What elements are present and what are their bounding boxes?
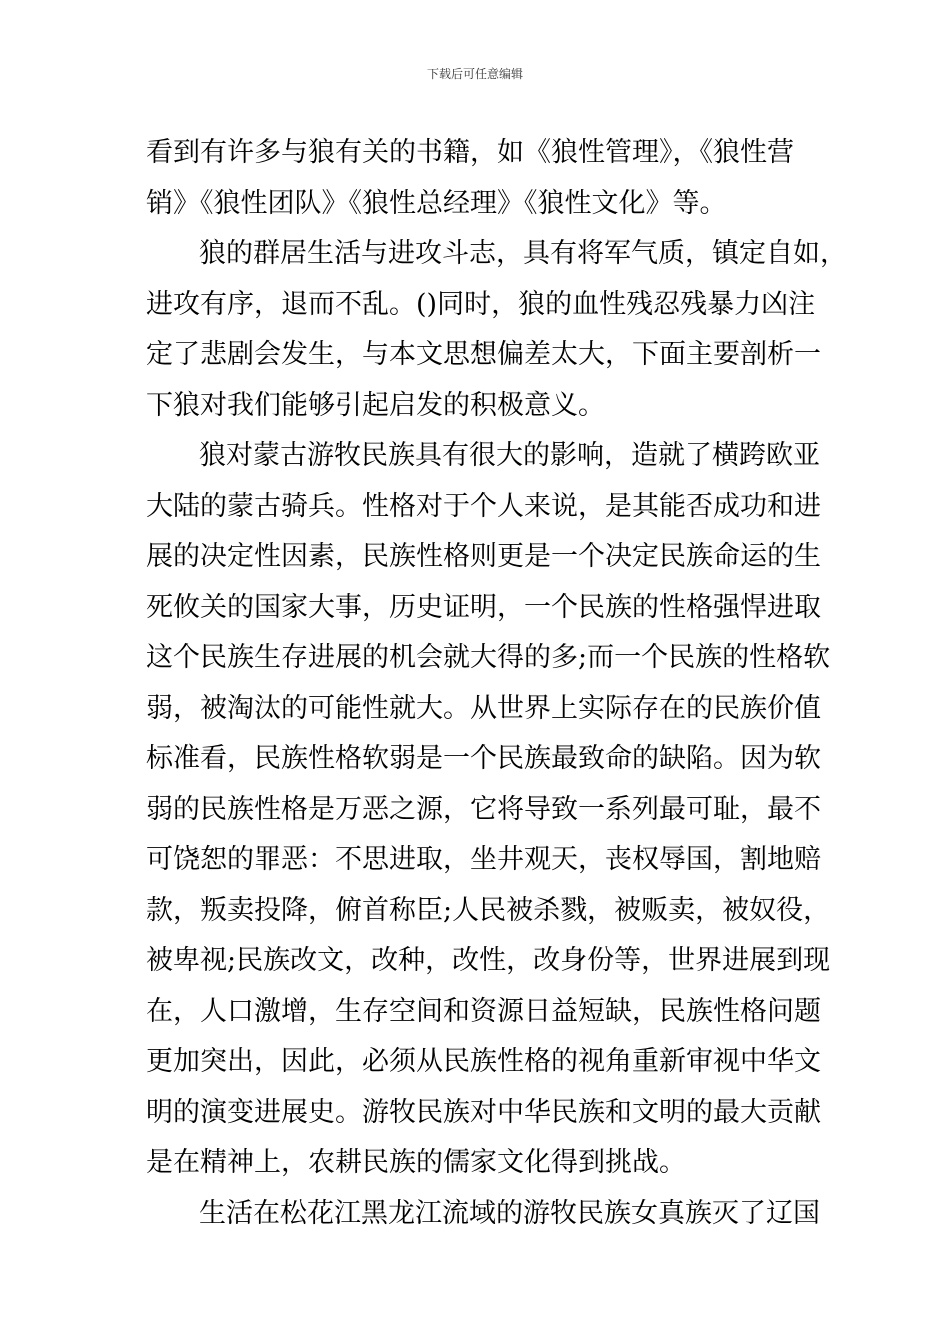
text-line: 下狼对我们能够引起启发的积极意义。 — [146, 389, 605, 421]
text-line: 这个民族生存进展的机会就大得的多;而一个民族的性格软 — [146, 642, 831, 673]
text-line: 看到有许多与狼有关的书籍，如《狼性管理》，《狼性营 — [146, 137, 794, 168]
text-line: 弱，被淘汰的可能性就大。从世界上实际存在的民族价值 — [146, 692, 821, 724]
text-line: 明的演变进展史。游牧民族对中华民族和文明的最大贡献 — [146, 1096, 821, 1128]
text-line: 弱的民族性格是万恶之源，它将导致一系列最可耻，最不 — [146, 793, 821, 825]
text-line: 可饶恕的罪恶：不思进取，坐井观天，丧权辱国，割地赔 — [146, 844, 821, 875]
paragraph-start-line: 狼的群居生活与进攻斗志，具有将军气质，镇定自如， — [199, 238, 847, 269]
text-line: 更加突出，因此，必须从民族性格的视角重新审视中华文 — [146, 1046, 821, 1077]
text-line: 是在精神上，农耕民族的儒家文化得到挑战。 — [146, 1147, 686, 1178]
text-line: 进攻有序，退而不乱。()同时，狼的血性残忍残暴力凶注 — [146, 288, 816, 320]
body-text — [146, 128, 847, 1239]
text-line: 款，叛卖投降，俯首称臣;人民被杀戮，被贩卖，被奴役， — [146, 894, 831, 926]
header-note: 下载后可任意编辑 — [426, 67, 523, 81]
text-line: 大陆的蒙古骑兵。性格对于个人来说，是其能否成功和进 — [146, 490, 821, 522]
text-line: 销》《狼性团队》《狼性总经理》《狼性文化》等。 — [146, 187, 727, 219]
text-line: 定了悲剧会发生，与本文思想偏差太大，下面主要剖析一 — [146, 339, 821, 370]
text-line: 在，人口激增，生存空间和资源日益短缺，民族性格问题 — [146, 995, 821, 1027]
paragraph-start-line: 生活在松花江黑龙江流域的游牧民族女真族灭了辽国 — [199, 1197, 820, 1229]
paragraph-start-line: 狼对蒙古游牧民族具有很大的影响，造就了横跨欧亚 — [199, 440, 820, 471]
text-line: 被卑视;民族改文，改种，改性，改身份等，世界进展到现 — [146, 945, 831, 976]
text-line: 标准看，民族性格软弱是一个民族最致命的缺陷。因为软 — [146, 743, 821, 774]
text-line: 死攸关的国家大事，历史证明，一个民族的性格强悍进取 — [146, 591, 821, 623]
text-line: 展的决定性因素，民族性格则更是一个决定民族命运的生 — [146, 541, 821, 572]
